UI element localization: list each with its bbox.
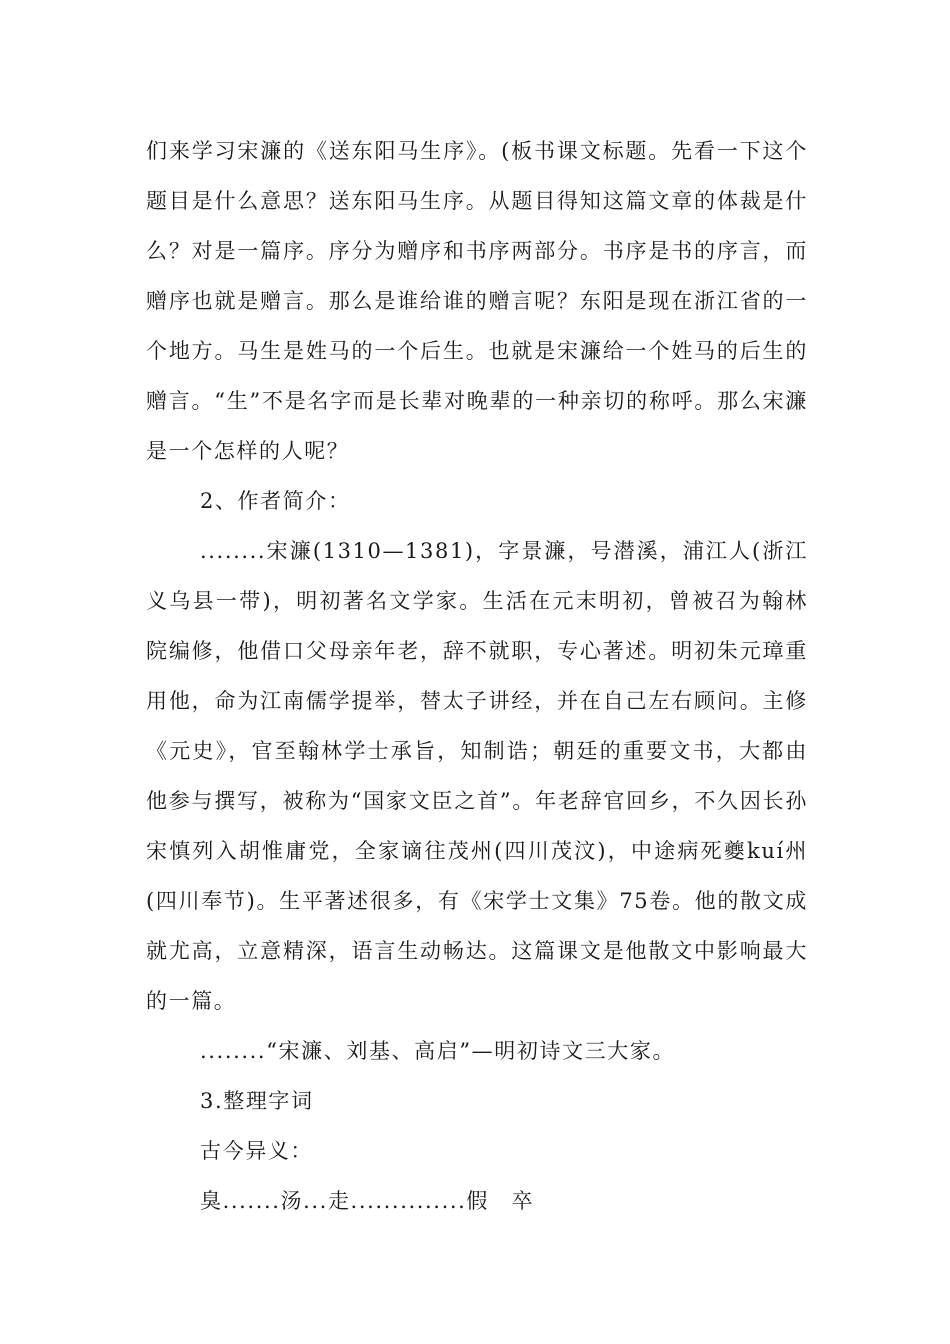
word-list: 臭.......汤...走..............假 卒 [200,1189,535,1213]
paragraph-three-masters: ........“宋濂、刘基、高启”—明初诗文三大家。 [200,1039,676,1063]
heading-organize-words: 3.整理字词 [200,1089,314,1113]
paragraph-intro: 们来学习宋濂的《送东阳马生序》。(板书课文标题。先看一下这个题目是什么意思？送东阳马生序。从题目得知这篇文章的体裁是什么？对是一篇序。序分为赠序和书序两部分。书序是书的序言，而赠序也就是赠言。那么是谁给谁的赠言呢？东阳是现在浙江省的一个地方。马生是姓马的一个后生。也就是宋濂给一个姓马的后生的赠言。“生”不是名字而是长辈对晚辈的一种亲切的称呼。那么宋濂是一个怎样的人呢？ [146,139,808,463]
heading-ancient-modern-meanings: 古今异义： [200,1139,313,1163]
document-body [146,126,808,1226]
heading-author-intro: 2、作者简介： [200,489,351,513]
paragraph-author-bio: ........宋濂(1310—1381)，字景濂，号潜溪，浦江人(浙江义乌县一带)，明初著名文学家。生活在元末明初，曾被召为翰林院编修，他借口父母亲年老，辞不就职，专心著述。明初朱元璋重用他，命为江南儒学提举，替太子讲经，并在自己左右顾问。主修《元史》，官至翰林学士承旨，知制诰；朝廷的重要文书，大都由他参与撰写，被称为“国家文臣之首”。年老辞官回乡，不久因长孙宋慎列入胡惟庸党，全家谪往茂州(四川茂汶)，中途病死夔kuí州(四川奉节)。生平著述很多，有《宋学士文集》75卷。他的散文成就尤高，立意精深，语言生动畅达。这篇课文是他散文中影响最大的一篇。 [146,539,808,1013]
